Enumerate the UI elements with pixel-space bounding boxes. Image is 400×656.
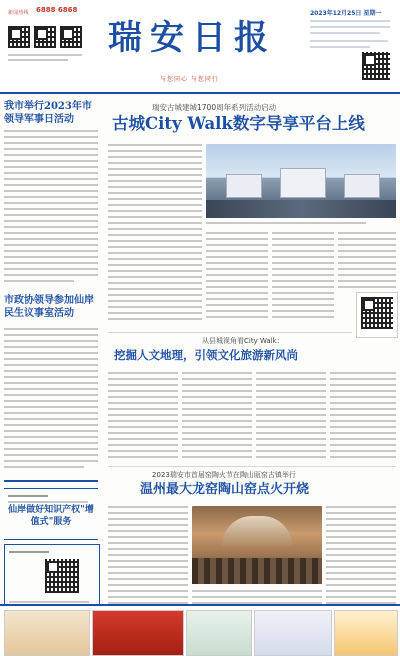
qr-code-icon	[361, 297, 393, 329]
feature-headline: 挖掘人文地理，引领文化旅游新风尚	[114, 348, 298, 362]
masthead-note	[8, 54, 82, 56]
qr-code-icon	[34, 26, 56, 48]
headline-cppcc: 市政协领导参加仙岸民生议事室活动	[4, 295, 94, 319]
section-divider	[108, 466, 396, 467]
hotline-label: 新闻热线	[8, 10, 29, 16]
kiln-headline: 温州最大龙窑陶山窑点火开烧	[140, 482, 310, 497]
advertisement	[334, 610, 398, 656]
photo-caption	[206, 222, 366, 224]
advertisement	[92, 610, 184, 656]
newspaper-title: 瑞安日报	[108, 18, 276, 58]
section-rule	[4, 480, 98, 482]
masthead-info-line	[310, 20, 390, 22]
left-column	[0, 96, 102, 656]
masthead-info-line	[310, 40, 388, 42]
lead-photo	[206, 144, 396, 218]
kiln-photo	[192, 506, 322, 584]
lead-kicker: 瑞安古城建城1700周年系列活动启动	[152, 103, 277, 112]
masthead-info-line	[310, 46, 370, 48]
qr-code-icon	[8, 26, 30, 48]
masthead-info-line	[310, 32, 380, 34]
qr-sidebar-box	[356, 292, 398, 338]
qr-code-icon	[45, 559, 79, 593]
section-divider	[108, 332, 352, 333]
advertisement-strip	[0, 604, 400, 656]
advertisement	[254, 610, 332, 656]
headline-military-day: 我市举行2023年市领导军事日活动	[4, 101, 92, 125]
qr-code-icon	[362, 52, 390, 80]
headline-ip-service: 仙岸做好知识产权"增值式"服务	[8, 505, 94, 527]
lead-headline: 古城City Walk数字导享平台上线	[112, 114, 365, 133]
masthead-info-line	[310, 26, 390, 28]
qr-code-icon	[60, 26, 82, 48]
advertisement	[4, 610, 90, 656]
feature-kicker: 从县城视角看City Walk：	[202, 337, 284, 345]
masthead	[0, 0, 400, 94]
newspaper-slogan: 与您同心 与您同行	[160, 76, 219, 83]
masthead-note	[8, 59, 68, 61]
issue-date: 2023年12月25日 星期一	[310, 10, 382, 17]
advertisement	[186, 610, 252, 656]
kiln-kicker: 2023瑞安市首届窑陶火节在陶山瓯窑古镇举行	[152, 471, 296, 479]
hotline-number: 6888 6868	[36, 6, 78, 14]
main-column	[104, 96, 400, 656]
